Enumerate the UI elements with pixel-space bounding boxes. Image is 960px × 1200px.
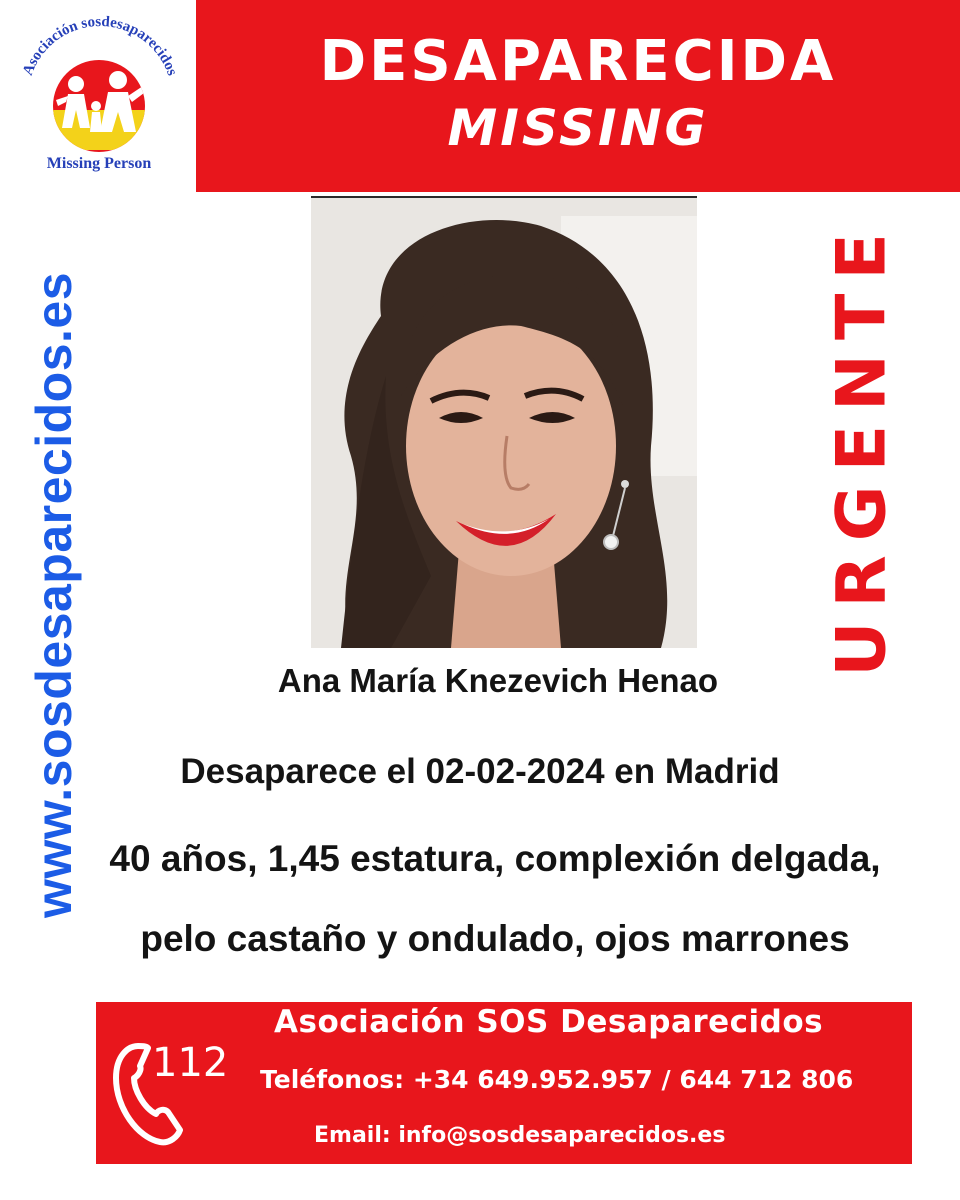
header-banner (196, 0, 960, 192)
logo-emblem (6, 10, 192, 182)
title-desaparecida: DESAPARECIDA (319, 29, 837, 94)
contact-banner (96, 1002, 912, 1164)
person-name: Ana María Knezevich Henao (277, 662, 719, 699)
person-photo (311, 196, 697, 648)
logo (6, 10, 192, 182)
title-missing: MISSING (447, 99, 709, 157)
website-link[interactable]: www.sosdesaparecidos.es (26, 271, 82, 919)
phone-numbers[interactable]: Teléfonos: +34 649.952.957 / 644 712 806 (260, 1065, 854, 1094)
description-line-1: 40 años, 1,45 estatura, complexión delgada, (109, 838, 881, 879)
logo-bottom-text: Missing Person (46, 155, 152, 172)
logo-arc-text: Asociación sosdesaparecidos (19, 13, 181, 78)
portrait-illustration (311, 196, 697, 648)
emergency-number[interactable]: 112 (152, 1040, 229, 1086)
urgent-label: URGENTE (822, 219, 902, 677)
organization-name: Asociación SOS Desaparecidos (274, 1004, 824, 1040)
email-address[interactable]: Email: info@sosdesaparecidos.es (314, 1123, 726, 1148)
disappearance-info: Desaparece el 02-02-2024 en Madrid (180, 752, 780, 791)
description-line-2: pelo castaño y ondulado, ojos marrones (140, 918, 850, 959)
